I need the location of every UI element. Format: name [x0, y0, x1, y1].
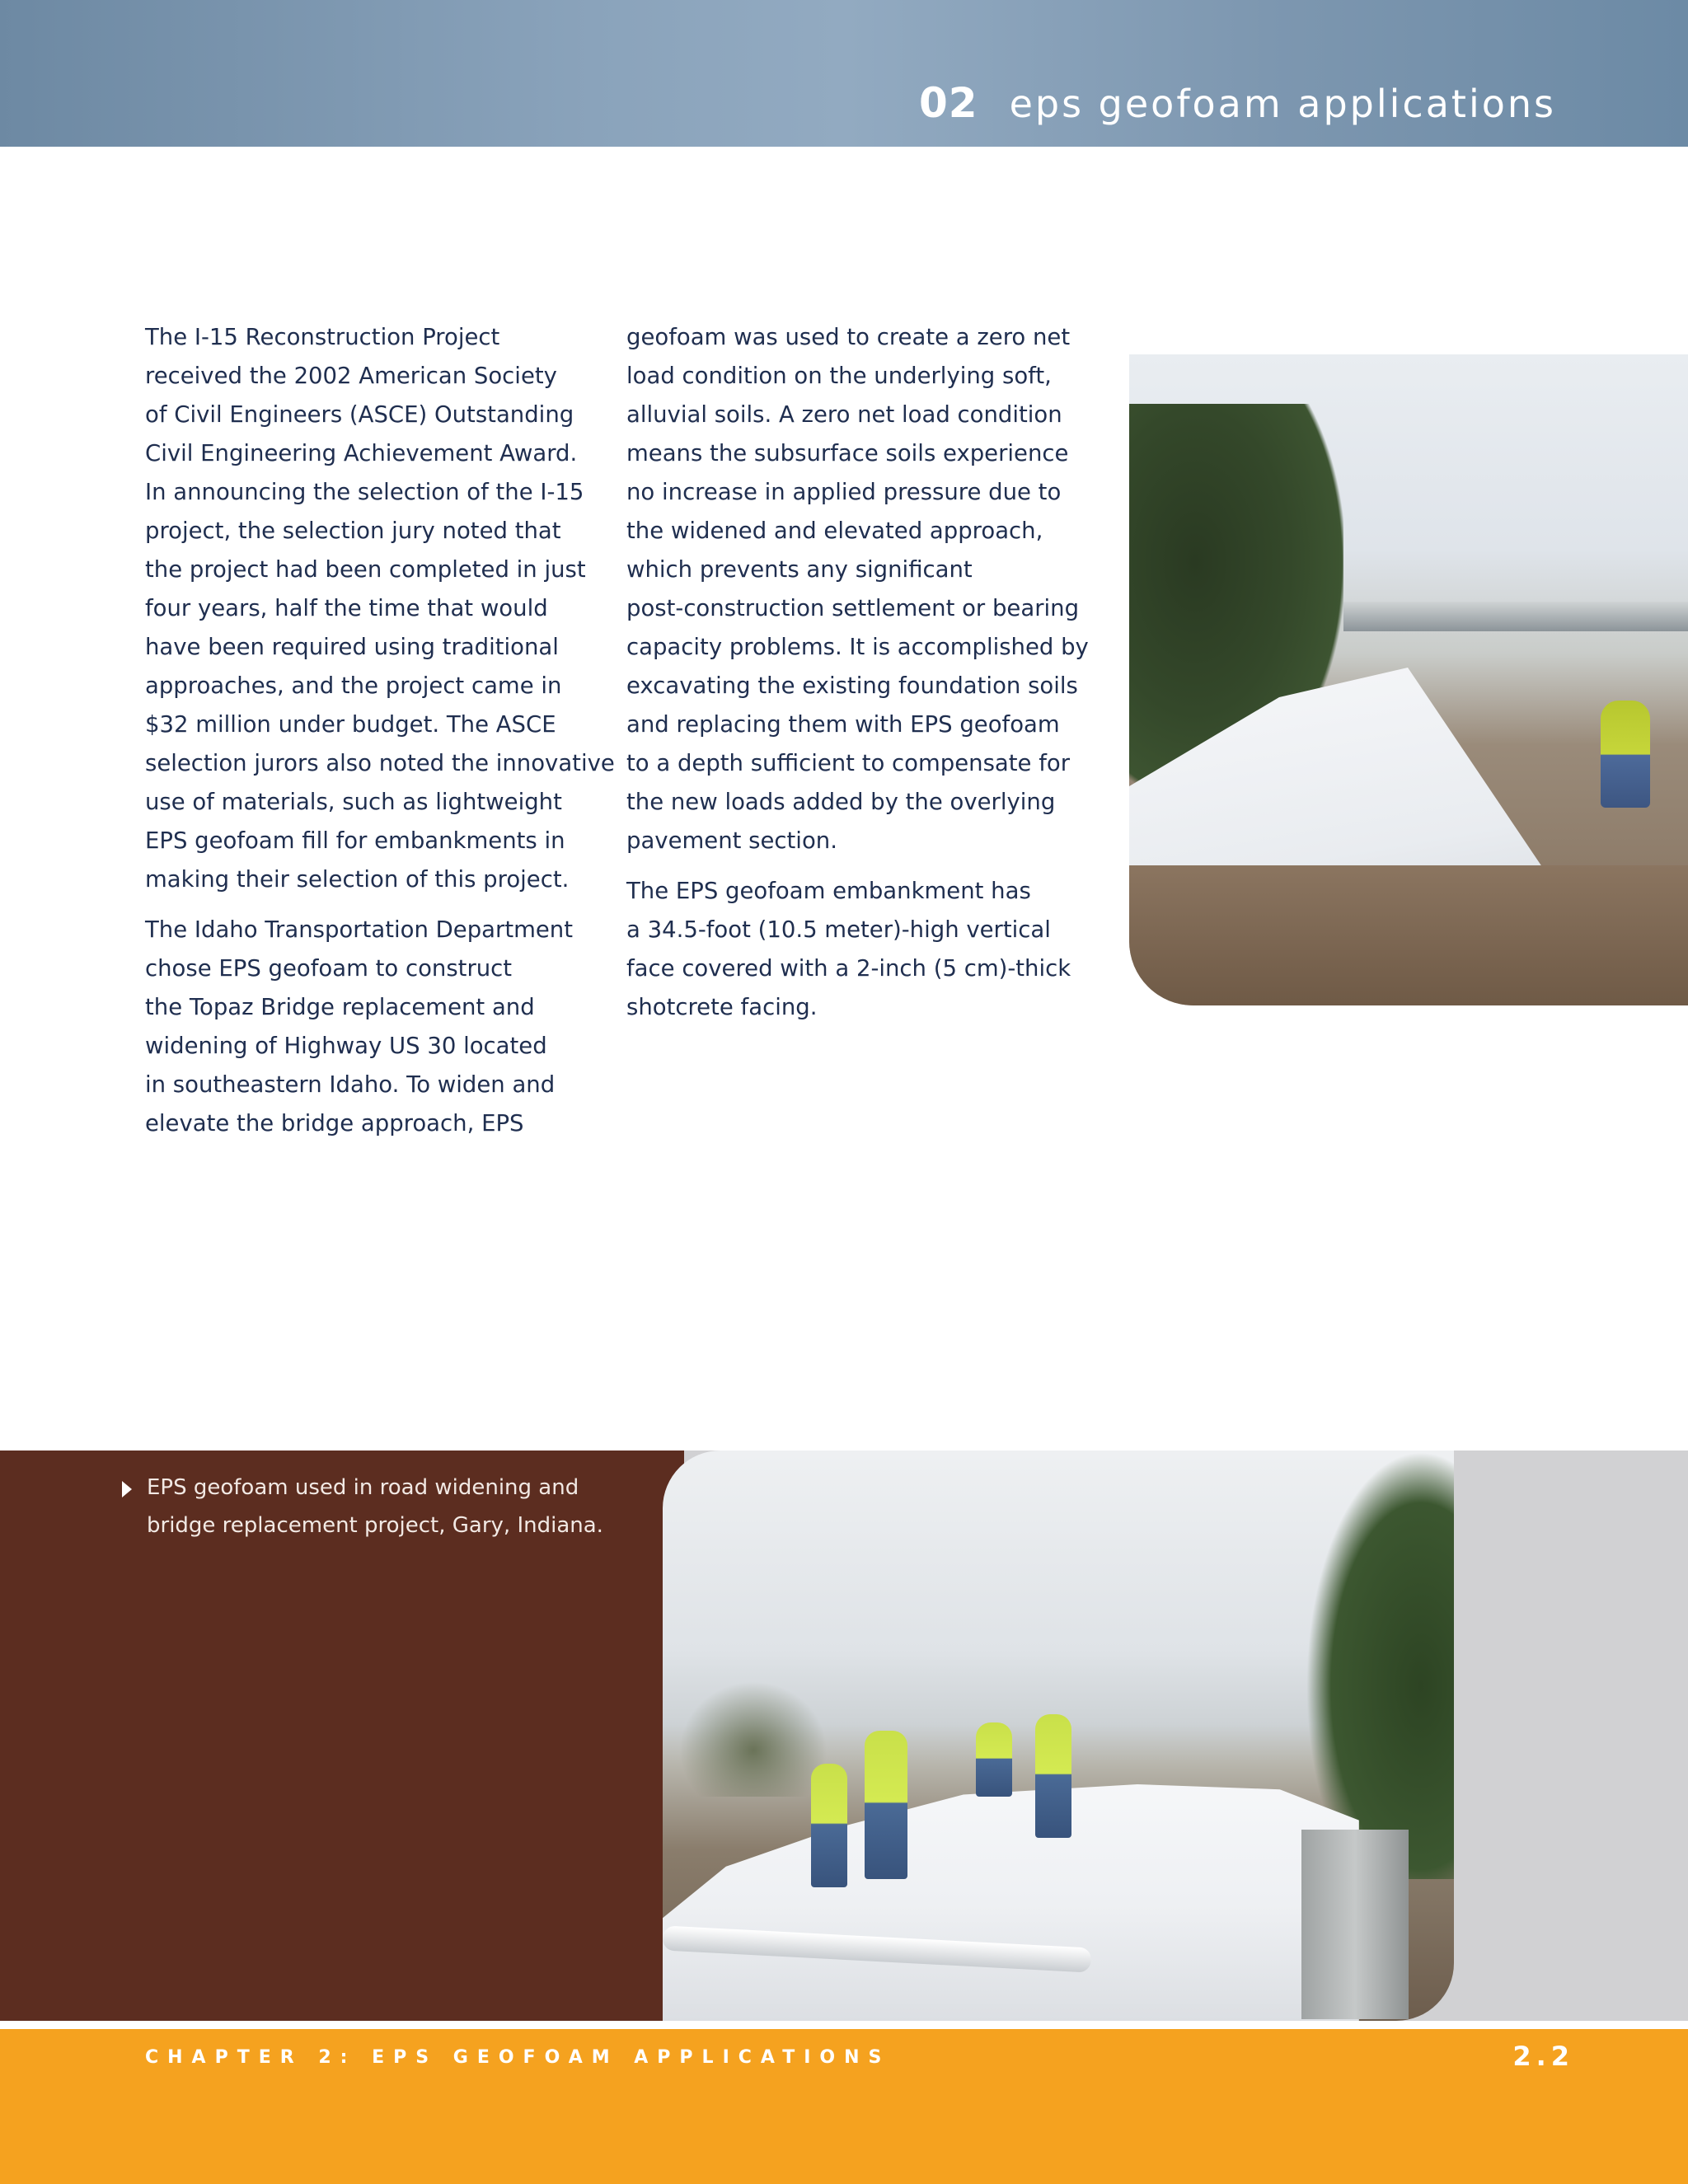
text-line: a 34.5-foot (10.5 meter)-high vertical	[626, 916, 1051, 943]
text-line: no increase in applied pressure due to	[626, 479, 1062, 505]
road-widening-photo	[663, 1451, 1454, 2021]
photo-worker	[865, 1731, 907, 1879]
photo-caption	[122, 1469, 603, 1544]
text-line: face covered with a 2-inch (5 cm)-thick	[626, 955, 1071, 982]
text-line: to a depth sufficient to compensate for	[626, 750, 1071, 776]
paragraph-idaho	[145, 911, 607, 1143]
text-line: four years, half the time that would	[145, 595, 548, 621]
text-line: use of materials, such as lightweight	[145, 789, 562, 815]
text-line: means the subsurface soils experience	[626, 440, 1069, 466]
photo-worker	[1601, 701, 1650, 808]
caption-line: EPS geofoam used in road widening and	[147, 1475, 579, 1500]
page-header	[0, 0, 1688, 147]
chapter-title: eps geofoam applications	[1009, 82, 1556, 126]
page-number: 2.2	[1512, 2041, 1574, 2072]
text-line: widening of Highway US 30 located	[145, 1033, 547, 1059]
text-line: the project had been completed in just	[145, 556, 586, 583]
caption-line: bridge replacement project, Gary, Indiana.	[147, 1513, 603, 1538]
text-line: project, the selection jury noted that	[145, 518, 561, 544]
text-line: chose EPS geofoam to construct	[145, 955, 513, 982]
text-line: post-construction settlement or bearing	[626, 595, 1080, 621]
photo-worker	[811, 1764, 847, 1887]
text-line: making their selection of this project.	[145, 866, 570, 893]
page-footer	[0, 2029, 1688, 2184]
text-line: In announcing the selection of the I-15	[145, 479, 584, 505]
text-line: capacity problems. It is accomplished by	[626, 634, 1089, 660]
text-line: the widened and elevated approach,	[626, 518, 1043, 544]
text-line: selection jurors also noted the innovative	[145, 750, 615, 776]
text-column-1	[145, 318, 615, 1155]
text-line: excavating the existing foundation soils	[626, 673, 1078, 699]
photo-soil	[1129, 865, 1688, 1005]
paragraph-embankment	[626, 872, 1088, 1027]
caption-text	[147, 1469, 603, 1544]
text-line: geofoam was used to create a zero net	[626, 324, 1071, 350]
embankment-photo	[1129, 354, 1688, 1005]
chapter-number: 02	[919, 79, 978, 127]
text-line: shotcrete facing.	[626, 994, 818, 1020]
text-line: The EPS geofoam embankment has	[626, 878, 1031, 904]
text-line: in southeastern Idaho. To widen and	[145, 1071, 556, 1098]
text-line: received the 2002 American Society	[145, 363, 557, 389]
text-line: The I-15 Reconstruction Project	[145, 324, 500, 350]
paragraph-zero-net-load	[626, 318, 1088, 860]
text-line: the Topaz Bridge replacement and	[145, 994, 535, 1020]
text-line: the new loads added by the overlying	[626, 789, 1056, 815]
text-column-2	[626, 318, 1088, 1038]
text-line: pavement section.	[626, 827, 837, 854]
text-line: of Civil Engineers (ASCE) Outstanding	[145, 401, 574, 428]
text-line: Civil Engineering Achievement Award.	[145, 440, 578, 466]
text-line: and replacing them with EPS geofoam	[626, 711, 1060, 738]
text-line: approaches, and the project came in	[145, 673, 562, 699]
photo-worker	[1035, 1714, 1071, 1838]
text-line: elevate the bridge approach, EPS	[145, 1110, 524, 1137]
text-line: EPS geofoam fill for embankments in	[145, 827, 565, 854]
photo-overpass	[1343, 602, 1688, 631]
photo-worker	[976, 1722, 1012, 1797]
text-line: $32 million under budget. The ASCE	[145, 711, 556, 738]
paragraph-i15	[145, 318, 615, 899]
text-line: The Idaho Transportation Department	[145, 916, 574, 943]
footer-chapter-label: CHAPTER 2: EPS GEOFOAM APPLICATIONS	[145, 2047, 891, 2068]
text-line: alluvial soils. A zero net load condition	[626, 401, 1062, 428]
header-title	[919, 79, 1556, 137]
photo-concrete-structure	[1301, 1830, 1409, 2019]
text-line: load condition on the underlying soft,	[626, 363, 1052, 389]
text-line: which prevents any significant	[626, 556, 973, 583]
photo-trees	[679, 1681, 828, 1797]
text-line: have been required using traditional	[145, 634, 559, 660]
triangle-right-icon	[122, 1481, 132, 1497]
footer-divider	[0, 2021, 1688, 2029]
